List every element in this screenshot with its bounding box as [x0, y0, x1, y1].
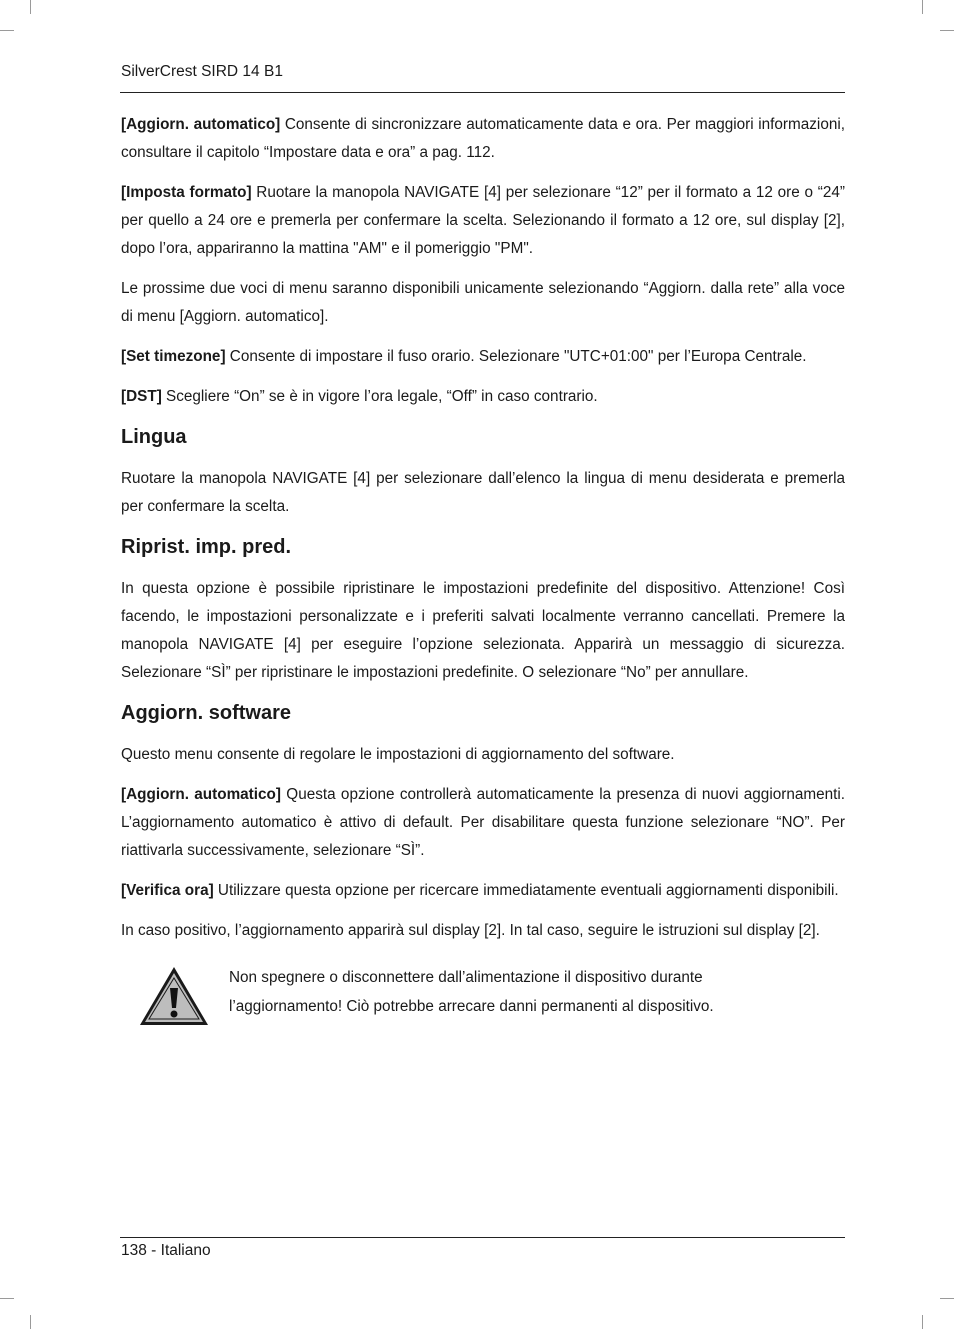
term-label: [Verifica ora] — [121, 882, 214, 899]
header-divider — [120, 92, 845, 93]
paragraph-text: Le prossime due voci di menu saranno disponibili unicamente selezionando “Aggiorn. dalla rete” alla voce di menu [Aggiorn. automatico]. — [121, 280, 845, 325]
paragraph-text: Consente di impostare il fuso orario. Selezionare "UTC+01:00" per l’Europa Centrale. — [225, 348, 807, 365]
paragraph-aggiorn-automatico — [121, 111, 845, 167]
paragraph-software-positive: In caso positivo, l’aggiornamento apparirà sul display [2]. In tal caso, seguire le istruzioni sul display [2]. — [121, 922, 820, 939]
heading-software: Aggiorn. software — [121, 702, 292, 724]
crop-mark — [940, 30, 954, 31]
paragraph-text: Ruotare la manopola NAVIGATE [4] per selezionare “12” per il formato a 12 ore o “24” per quello a 24 ore e premerla per confermare la scelta. Selezionando il formato a 12 ore, sul display [2], dopo l’ora, appariranno la mattina "AM" e il pomeriggio "PM". — [121, 184, 846, 257]
paragraph-text: Utilizzare questa opzione per ricercare immediatamente eventuali aggiornamenti disponibili. — [213, 882, 839, 899]
crop-mark — [922, 0, 923, 14]
paragraph-note — [121, 275, 845, 331]
paragraph-dst — [121, 383, 845, 411]
crop-mark — [940, 1298, 954, 1299]
paragraph-set-timezone — [121, 343, 845, 371]
page-footer: 138 - Italiano — [121, 1242, 211, 1259]
warning-text — [229, 963, 829, 1021]
paragraph-text: Scegliere “On” se è in vigore l’ora legale, “Off” in caso contrario. — [161, 388, 598, 405]
heading-lingua: Lingua — [121, 426, 187, 448]
term-label: [Aggiorn. automatico] — [121, 786, 281, 803]
term-label: [Set timezone] — [121, 348, 226, 365]
term-label: [Aggiorn. automatico] — [121, 116, 281, 133]
paragraph-text: Questa opzione controllerà automaticamente la presenza di nuovi aggiornamenti. L’aggiornamento automatico è attivo di default. Per disabilitare questa funzione selezionare “NO”. Per riattivarla successivamente, selezionare “SÌ”. — [121, 786, 845, 859]
warning-box — [121, 963, 845, 1043]
page-content — [121, 111, 845, 1043]
paragraph-riprist: In questa opzione è possibile ripristinare le impostazioni predefinite del dispositivo. Attenzione! Così facendo, le impostazioni personalizzate e i preferiti salvati localmente verranno cancellati. Premere la manopola NAVIGATE [4] per eseguire l’opzione selezionata. Apparirà un messaggio di sicurezza. Selezionare “SÌ” per ripristinare le impostazioni predefinite. O selezionare “No” per annullare. — [121, 580, 845, 681]
paragraph-software-auto — [121, 781, 845, 865]
paragraph-software-intro: Questo menu consente di regolare le impostazioni di aggiornamento del software. — [121, 746, 675, 763]
term-label: [DST] — [121, 388, 162, 405]
paragraph-lingua: Ruotare la manopola NAVIGATE [4] per selezionare dall’elenco la lingua di menu desiderata e premerla per confermare la scelta. — [121, 470, 845, 515]
paragraph-imposta-formato — [121, 179, 845, 263]
crop-mark — [30, 1315, 31, 1329]
warning-line: Non spegnere o disconnettere dall’alimentazione il dispositivo durante — [229, 969, 703, 986]
crop-mark — [922, 1315, 923, 1329]
heading-riprist: Riprist. imp. pred. — [121, 536, 292, 558]
page-header: SilverCrest SIRD 14 B1 — [121, 63, 283, 80]
paragraph-verifica-ora — [121, 877, 845, 905]
crop-mark — [0, 1298, 14, 1299]
term-label: [Imposta formato] — [121, 184, 252, 201]
footer-divider — [120, 1237, 845, 1238]
crop-mark — [0, 30, 14, 31]
warning-line: l’aggiornamento! Ciò potrebbe arrecare danni permanenti al dispositivo. — [229, 998, 714, 1015]
crop-mark — [30, 0, 31, 14]
warning-triangle-icon — [138, 965, 210, 1027]
paragraph-text: Consente di sincronizzare automaticamente data e ora. Per maggiori informazioni, consultare il capitolo “Impostare data e ora” a pag. 112. — [121, 116, 845, 161]
